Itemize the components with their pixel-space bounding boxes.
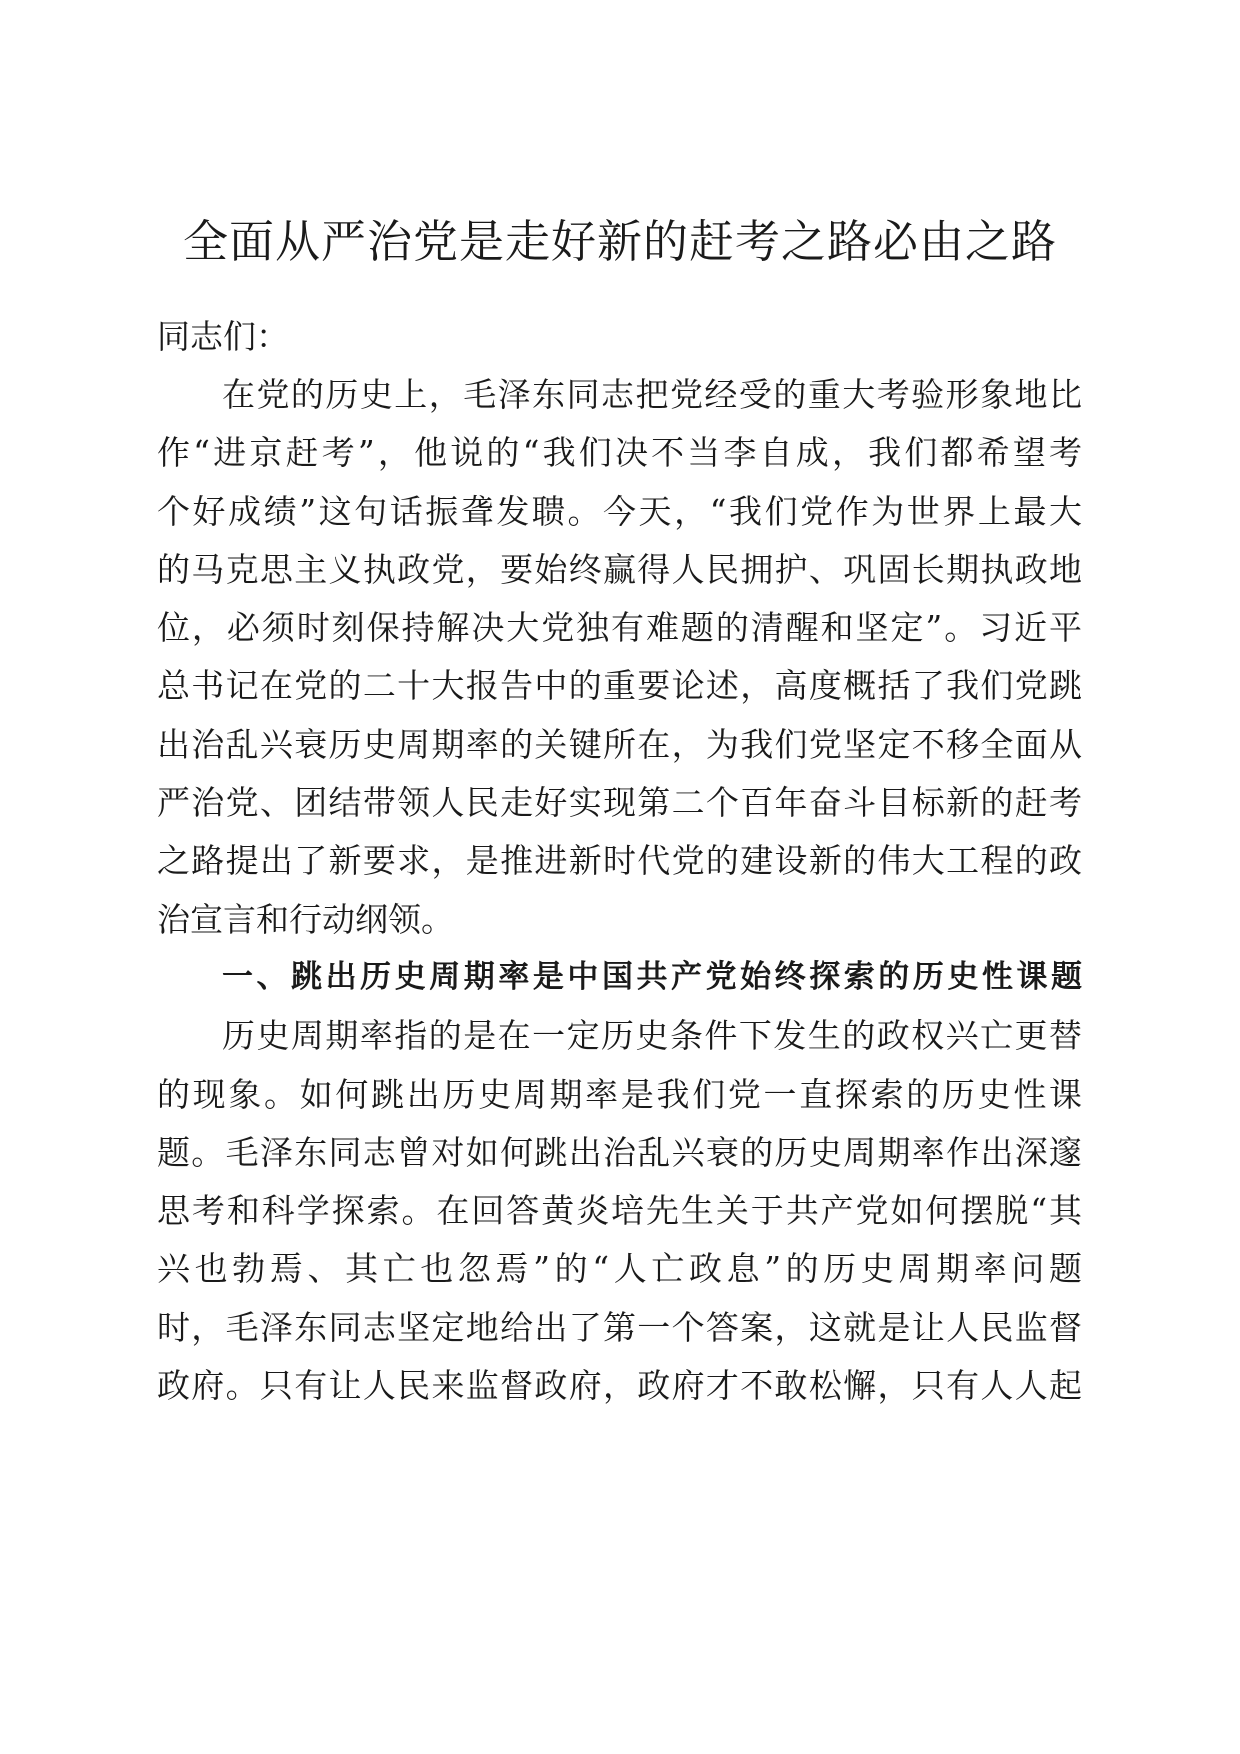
paragraph-line: 治宣言和行动纲领。 <box>157 900 454 939</box>
paragraph-line: 的现象。如何跳出历史周期率是我们党一直探索的历史性课 <box>157 1075 1082 1114</box>
paragraph-line: 个好成绩”这句话振聋发聩。今天，“我们党作为世界上最大 <box>157 492 1082 531</box>
paragraph-line: 总书记在党的二十大报告中的重要论述，高度概括了我们党跳 <box>157 666 1082 705</box>
paragraph-line: 位，必须时刻保持解决大党独有难题的清醒和坚定”。习近平 <box>157 608 1082 647</box>
paragraph-line: 之路提出了新要求，是推进新时代党的建设新的伟大工程的政 <box>157 841 1082 880</box>
paragraph-line: 在党的历史上，毛泽东同志把党经受的重大考验形象地比 <box>222 375 1082 414</box>
paragraph-line: 严治党、团结带领人民走好实现第二个百年奋斗目标新的赶考 <box>157 783 1082 822</box>
paragraph-line: 兴也勃焉、其亡也忽焉”的“人亡政息”的历史周期率问题 <box>157 1249 1082 1288</box>
paragraph-line: 时，毛泽东同志坚定地给出了第一个答案，这就是让人民监督 <box>157 1308 1082 1347</box>
paragraph-line: 出治乱兴衰历史周期率的关键所在，为我们党坚定不移全面从 <box>157 725 1082 764</box>
paragraph-line: 思考和科学探索。在回答黄炎培先生关于共产党如何摆脱“其 <box>157 1191 1082 1230</box>
paragraph-line: 历史周期率指的是在一定历史条件下发生的政权兴亡更替 <box>222 1016 1082 1055</box>
document-title: 全面从严治党是走好新的赶考之路必由之路 <box>182 215 1057 268</box>
paragraph-line: 作“进京赶考”，他说的“我们决不当李自成，我们都希望考 <box>157 433 1082 472</box>
section-heading: 一、跳出历史周期率是中国共产党始终探索的历史性课题 <box>222 959 1082 995</box>
salutation: 同志们： <box>157 317 289 356</box>
paragraph-line: 政府。只有让人民来监督政府，政府才不敢松懈，只有人人起 <box>157 1366 1082 1405</box>
paragraph-line: 的马克思主义执政党，要始终赢得人民拥护、巩固长期执政地 <box>157 550 1082 589</box>
paragraph-line: 题。毛泽东同志曾对如何跳出治乱兴衰的历史周期率作出深邃 <box>157 1133 1082 1172</box>
